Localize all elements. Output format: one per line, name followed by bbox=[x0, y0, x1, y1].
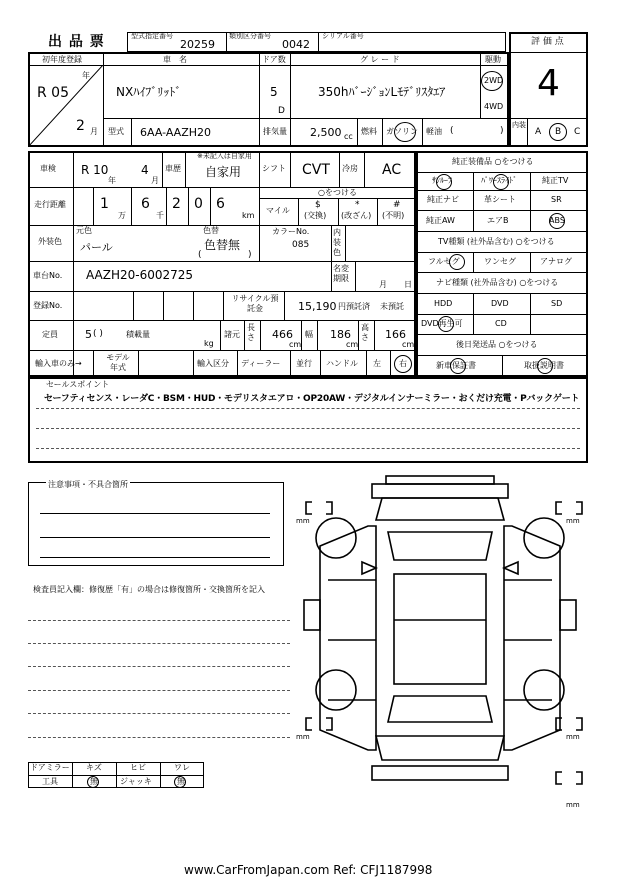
drive-2wd-circle bbox=[481, 71, 503, 91]
mileage-unit-man: 万 bbox=[118, 211, 126, 220]
doors-label: ドア数 bbox=[262, 55, 286, 64]
history-label: 車歴 bbox=[165, 164, 181, 173]
equip-aw: 純正AW bbox=[426, 216, 455, 225]
mm-front-left: mm bbox=[296, 517, 310, 525]
capacity-value: 5 bbox=[85, 328, 92, 341]
caution-box bbox=[28, 482, 284, 566]
category-label: 類別区分番号 bbox=[229, 32, 271, 40]
model-cert-value: 20259 bbox=[180, 38, 215, 51]
tv-fullseg: フルセグ bbox=[428, 257, 460, 266]
model-value: 6AA-AAZH20 bbox=[140, 126, 212, 139]
mileage-tamper-sym: * bbox=[355, 200, 360, 210]
legend-tools: 工具 bbox=[42, 777, 58, 786]
interior-b: B bbox=[555, 127, 562, 137]
equip-power-slide-circle bbox=[493, 174, 509, 190]
load-label: 積載量 bbox=[126, 330, 150, 339]
inspection-value: R 10 bbox=[81, 163, 109, 177]
displacement-unit: cc bbox=[344, 132, 353, 141]
model-label: 型式 bbox=[108, 127, 124, 136]
orig-color-value: パール bbox=[80, 241, 113, 254]
inspection-month: 4 bbox=[141, 163, 149, 177]
color-label: 外装色 bbox=[38, 237, 62, 246]
color-no-value: 085 bbox=[292, 240, 310, 250]
history-note: ※未記入は自家用 bbox=[197, 152, 252, 160]
import-label: 輸入車のみ→ bbox=[35, 359, 82, 368]
tv-oneseg: ワンセグ bbox=[484, 257, 516, 266]
mileage-label: 走行距離 bbox=[34, 200, 66, 209]
capacity-label: 定員 bbox=[42, 330, 58, 339]
equip-navi: 純正ナビ bbox=[427, 195, 459, 204]
mm-rear-left: mm bbox=[296, 733, 310, 741]
navi-cd: CD bbox=[495, 319, 507, 328]
height-value: 166 bbox=[385, 328, 406, 341]
mm-front-right: mm bbox=[566, 517, 580, 525]
legend-tools-circle bbox=[87, 776, 99, 788]
model-cert-label: 型式指定番号 bbox=[131, 32, 173, 40]
car-diagram bbox=[290, 470, 590, 810]
inspector-label: 検査員記入欄：修復歴「有」の場合は修復箇所・交換箇所を記入 bbox=[33, 585, 265, 594]
fuel-gasoline-circle bbox=[394, 122, 416, 142]
chassis-label: 車台No. bbox=[33, 271, 63, 280]
equip-power-slide: ﾊﾟﾜｰｽﾗｲﾄﾞ bbox=[481, 176, 517, 185]
handle-label: ハンドル bbox=[326, 359, 358, 368]
navi-sd: SD bbox=[551, 299, 563, 308]
first-reg-year-unit: 年 bbox=[82, 71, 90, 80]
mileage-tamper: (改ざん) bbox=[341, 211, 372, 220]
legend-door-mirror: ドアミラー bbox=[30, 763, 70, 772]
inspection-month-unit: 月 bbox=[151, 176, 159, 185]
width-unit: cm bbox=[346, 340, 359, 349]
score-label: 評 価 点 bbox=[531, 37, 564, 47]
import-parallel: 並行 bbox=[296, 359, 312, 368]
legend-jack: ジャッキ bbox=[120, 777, 152, 786]
recycle-value: 15,190 bbox=[298, 300, 337, 313]
mileage-mile: マイル bbox=[266, 206, 290, 215]
color-change-value: 色替無 bbox=[204, 238, 241, 252]
handle-right: 右 bbox=[399, 359, 407, 368]
chassis-value: AAZH20-6002725 bbox=[86, 268, 194, 282]
fuel-gasoline: ガソリン bbox=[386, 127, 418, 136]
form-title: 出 品 票 bbox=[48, 34, 105, 50]
first-reg-era: R 05 bbox=[37, 85, 69, 101]
tv-header: TV種類 (社外品含む) ○をつける bbox=[438, 237, 555, 246]
name-change-day: 日 bbox=[404, 280, 412, 289]
shift-value: CVT bbox=[302, 162, 330, 178]
displacement-value: 2,500 bbox=[310, 126, 342, 139]
color-no-label: カラーNo. bbox=[272, 227, 310, 236]
later-warranty-circle bbox=[450, 358, 466, 374]
color-paren-open: ( bbox=[198, 250, 202, 260]
doors-suffix: D bbox=[278, 106, 285, 116]
import-type-label: 輸入区分 bbox=[197, 359, 229, 368]
later-manual-circle bbox=[537, 358, 553, 374]
first-reg-month-unit: 月 bbox=[90, 127, 98, 136]
width-label: 幅 bbox=[305, 330, 313, 339]
car-name-value: NXﾊｲﾌﾞﾘｯﾄﾞ bbox=[116, 85, 182, 99]
name-change-label: 名変期限 bbox=[333, 264, 349, 283]
footer-watermark: www.CarFromJapan.com Ref: CFJ1187998 bbox=[184, 863, 433, 877]
equip-sr: SR bbox=[551, 195, 562, 204]
drive-label: 駆動 bbox=[485, 55, 501, 64]
equip-abs: ABS bbox=[549, 216, 565, 225]
mileage-unit-km: km bbox=[242, 211, 255, 220]
fuel-diesel: 軽油 bbox=[426, 127, 442, 136]
legend-tools-none: 無 bbox=[90, 777, 98, 786]
equip-abs-circle bbox=[549, 213, 565, 229]
shift-label: シフト bbox=[262, 164, 286, 173]
legend-jack-circle bbox=[174, 776, 186, 788]
mileage-digit-5: 6 bbox=[216, 196, 225, 212]
model-year-label: モデル年式 bbox=[106, 353, 130, 372]
height-label: 高さ bbox=[361, 323, 369, 342]
displacement-label: 排気量 bbox=[263, 127, 287, 136]
first-reg-month: 2 bbox=[76, 118, 85, 134]
legend-jack-none: 無 bbox=[177, 777, 185, 786]
recycle-label: リサイクル預託金 bbox=[231, 294, 279, 313]
interior-a: A bbox=[535, 127, 542, 137]
mileage-digit-4: 0 bbox=[194, 196, 203, 212]
mileage-digit-1: 1 bbox=[100, 196, 109, 212]
drive-4wd: 4WD bbox=[484, 102, 504, 111]
first-reg-label: 初年度登録 bbox=[42, 55, 82, 64]
navi-dvd: DVD bbox=[491, 299, 509, 308]
tv-fullseg-circle bbox=[449, 254, 465, 270]
category-value: 0042 bbox=[282, 38, 310, 51]
mm-spare: mm bbox=[566, 801, 580, 809]
mileage-unknown-sym: # bbox=[393, 200, 401, 210]
recycle-unpaid: 未預託 bbox=[380, 302, 404, 311]
later-header: 後日発送品 ○をつける bbox=[456, 340, 538, 349]
grade-value: 350hﾊﾞｰｼﾞｮﾝLﾓﾃﾞﾘｽﾀｴｱ bbox=[318, 85, 446, 99]
name-change-month: 月 bbox=[379, 280, 387, 289]
length-unit: cm bbox=[289, 340, 302, 349]
mileage-exchange: (交換) bbox=[304, 211, 327, 220]
length-label: 長さ bbox=[247, 323, 255, 342]
recycle-unit: 円預託済 bbox=[338, 302, 370, 311]
mm-rear-right: mm bbox=[566, 733, 580, 741]
equip-airbag: エアB bbox=[487, 216, 509, 225]
width-value: 186 bbox=[330, 328, 351, 341]
load-unit: kg bbox=[204, 339, 214, 348]
dims-label: 諸元 bbox=[224, 330, 240, 339]
mileage-unit-sen: 千 bbox=[156, 211, 164, 220]
equip-tv: 純正TV bbox=[542, 176, 569, 185]
fuel-other-open: ( bbox=[450, 126, 454, 136]
legend-crack: ヒビ bbox=[130, 763, 146, 772]
capacity-paren: ( ) bbox=[93, 329, 103, 339]
reg-no-label: 登録No. bbox=[33, 301, 63, 310]
equip-sunroof: ｻﾝﾙｰﾌ bbox=[432, 176, 452, 185]
import-dealer: ディーラー bbox=[241, 359, 281, 368]
tv-analog: アナログ bbox=[540, 257, 572, 266]
ac-value: AC bbox=[382, 162, 402, 178]
genuine-header: 純正装備品 ○をつける bbox=[452, 157, 534, 166]
mileage-digit-3: 2 bbox=[172, 196, 181, 212]
color-paren-close: ) bbox=[248, 250, 252, 260]
inspection-label: 車検 bbox=[40, 164, 56, 173]
legend-break: ワレ bbox=[174, 763, 190, 772]
equip-leather: 革シート bbox=[484, 195, 516, 204]
interior-color-label: 内装色 bbox=[333, 228, 341, 257]
orig-color-label: 元色 bbox=[76, 226, 92, 235]
grade-label: グ レ ー ド bbox=[360, 55, 400, 64]
handle-right-circle bbox=[394, 355, 412, 373]
interior-b-circle bbox=[549, 123, 567, 141]
mileage-unknown: (不明) bbox=[382, 211, 405, 220]
sales-text: セーフティセンス・レーダC・BSM・HUD・モデリスタエアロ・OP20AW・デジタルインナーミラー・おくだけ充電・Pバックゲート bbox=[44, 394, 580, 404]
history-value: 自家用 bbox=[205, 165, 242, 179]
mileage-exchange-sym: $ bbox=[315, 200, 321, 210]
length-value: 466 bbox=[272, 328, 293, 341]
score-value: 4 bbox=[537, 63, 560, 104]
drive-2wd: 2WD bbox=[484, 76, 504, 85]
navi-dvd-play: DVD再生可 bbox=[421, 319, 463, 328]
navi-hdd: HDD bbox=[434, 299, 453, 308]
color-change-label: 色替 bbox=[203, 226, 219, 235]
navi-header: ナビ種類 (社外品含む) ○をつける bbox=[436, 278, 559, 287]
caution-label: 注意事項・不具合箇所 bbox=[48, 480, 128, 489]
interior-c: C bbox=[574, 127, 581, 137]
doors-value: 5 bbox=[270, 85, 278, 99]
later-warranty: 新車保証書 bbox=[436, 361, 476, 370]
inspection-year-unit: 年 bbox=[108, 176, 116, 185]
car-name-label: 車 名 bbox=[163, 55, 187, 64]
handle-left: 左 bbox=[373, 359, 381, 368]
sales-label: セールスポイント bbox=[46, 380, 110, 389]
fuel-label: 燃料 bbox=[361, 127, 377, 136]
sales-box bbox=[28, 377, 588, 463]
later-manual: 取扱説明書 bbox=[524, 361, 564, 370]
height-unit: cm bbox=[402, 340, 415, 349]
ac-label: 冷房 bbox=[342, 164, 358, 173]
mileage-digit-2: 6 bbox=[141, 196, 150, 212]
serial-label: シリアル番号 bbox=[322, 32, 364, 40]
mileage-mark-note: ○をつける bbox=[318, 188, 357, 197]
legend-scratch: キズ bbox=[86, 763, 102, 772]
navi-dvd-play-circle bbox=[438, 316, 454, 332]
interior-label: 内装 bbox=[512, 121, 526, 129]
fuel-other-close: ) bbox=[500, 126, 504, 136]
equip-sunroof-circle bbox=[436, 174, 452, 190]
